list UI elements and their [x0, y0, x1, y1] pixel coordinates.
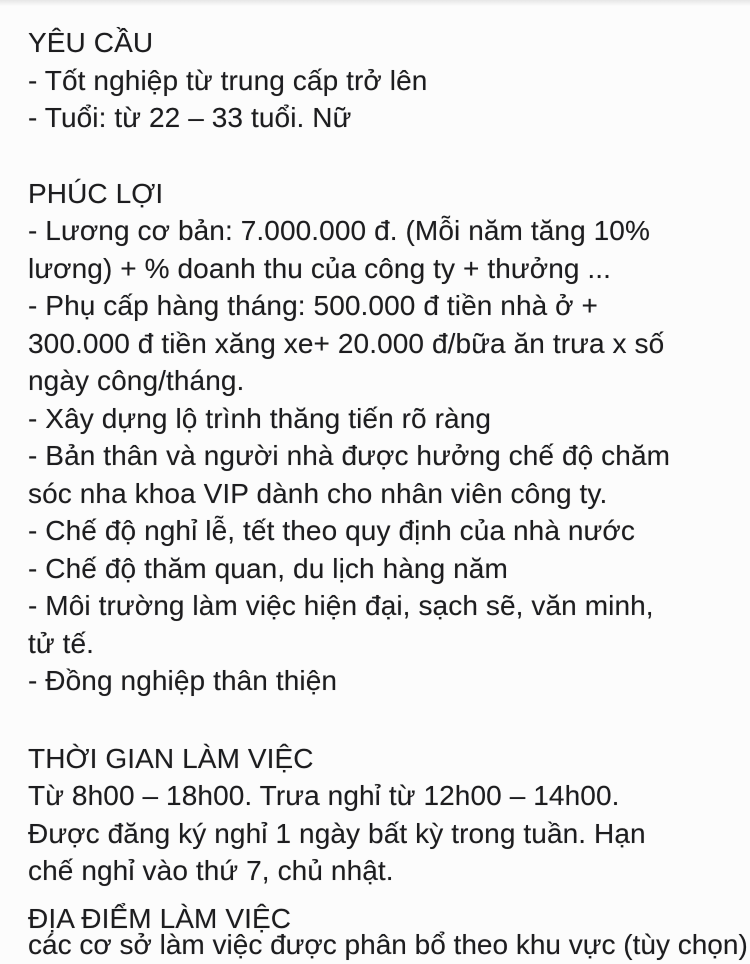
text-line: - Môi trường làm việc hiện đại, sạch sẽ, văn minh,	[28, 590, 654, 621]
text-line: ngày công/tháng.	[28, 365, 245, 396]
text-line: - Phụ cấp hàng tháng: 500.000 đ tiền nhà ở +	[28, 290, 598, 321]
cropped-illegible-line	[28, 929, 748, 960]
text-line: - Chế độ thăm quan, du lịch hàng năm	[28, 552, 508, 584]
text-line: - Chế độ nghỉ lễ, tết theo quy định của nhà nước	[28, 515, 635, 546]
section-heading-benefits: PHÚC LỢI	[28, 177, 164, 209]
text-line: - Lương cơ bản: 7.000.000 đ. (Mỗi năm tăng 10%	[28, 215, 650, 246]
text-line: - Đồng nghiệp thân thiện	[28, 665, 338, 696]
text-line: tử tế.	[28, 627, 95, 659]
text-line: 300.000 đ tiền xăng xe+ 20.000 đ/bữa ăn trưa x số	[28, 327, 665, 359]
text-line: - Tốt nghiệp từ trung cấp trở lên	[28, 64, 428, 96]
text-line: - Tuổi: từ 22 – 33 tuổi. Nữ	[28, 102, 352, 133]
section-benefits	[28, 175, 736, 700]
text-line: Được đăng ký nghỉ 1 ngày bất kỳ trong tuần. Hạn	[28, 817, 646, 849]
text-line: Từ 8h00 – 18h00. Trưa nghỉ từ 12h00 – 14h00.	[28, 780, 620, 811]
text-line: sóc nha khoa VIP dành cho nhân viên công ty.	[28, 477, 608, 509]
section-working-hours	[28, 740, 736, 890]
text-line: lương) + % doanh thu của công ty + thưởng ...	[28, 252, 612, 284]
text-line: - Bản thân và người nhà được hưởng chế độ chăm	[28, 440, 671, 471]
cropped-line-text: các cơ sở làm việc được phân bổ theo khu vực (tùy chọn)	[28, 929, 748, 960]
section-heading-work-location: ĐỊA ĐIỂM LÀM VIỆC	[28, 902, 292, 934]
section-heading-working-hours: THỜI GIAN LÀM VIỆC	[28, 742, 314, 774]
section-requirements	[28, 24, 736, 137]
text-line: chế nghỉ vào thứ 7, chủ nhật.	[28, 855, 394, 886]
text-line: - Xây dựng lộ trình thăng tiến rõ ràng	[28, 402, 492, 434]
section-heading-requirements: YÊU CẦU	[28, 27, 154, 58]
